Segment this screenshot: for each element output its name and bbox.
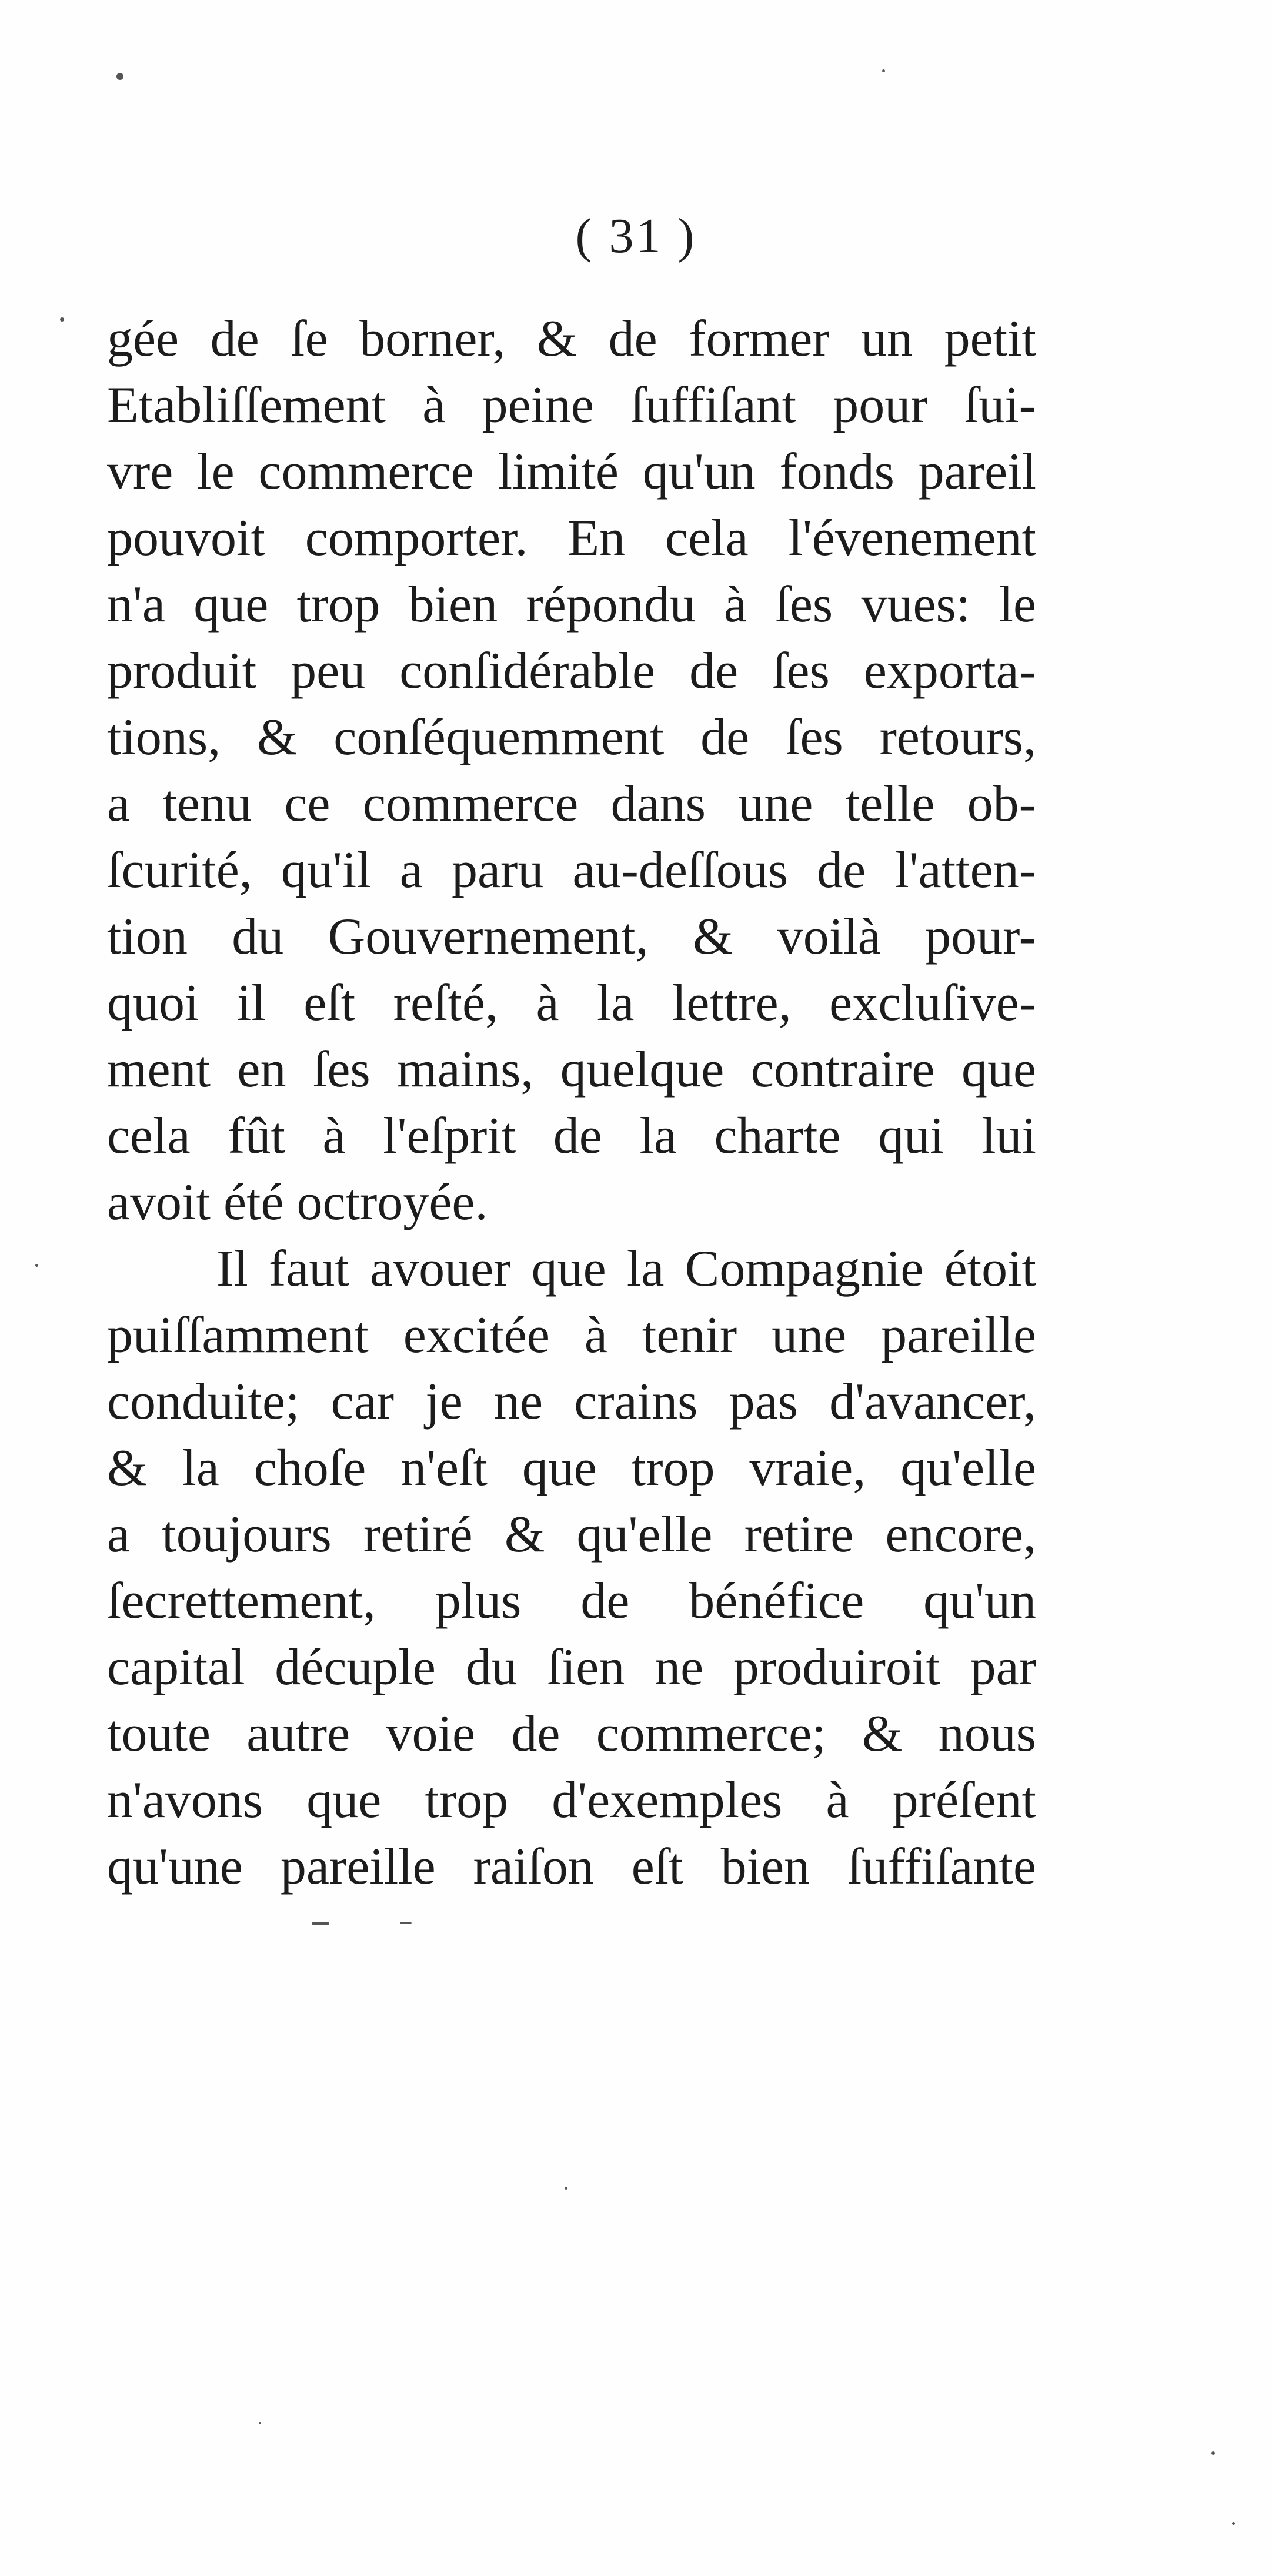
paper-speck (882, 69, 885, 72)
paper-speck (1232, 2522, 1235, 2525)
paper-speck (35, 1264, 38, 1267)
text-line: gée de ſe borner, & de former un petit (107, 310, 1036, 367)
text-line: tions, & conſéquemment de ſes retours, (107, 709, 1036, 766)
text-line: ment en ſes mains, quelque contraire que (107, 1041, 1036, 1098)
text-line: pouvoit comporter. En cela l'évenement (107, 510, 1036, 567)
text-line: toute autre voie de commerce; & nous (107, 1705, 1036, 1762)
paper-speck (259, 2422, 261, 2424)
text-line: ſecrettement, plus de bénéfice qu'un (107, 1573, 1036, 1630)
text-line: Il faut avouer que la Compagnie étoit (216, 1240, 1036, 1297)
text-line: Etabliſſement à peine ſuffiſant pour ſui- (107, 377, 1036, 434)
text-line: tion du Gouvernement, & voilà pour- (107, 908, 1036, 965)
text-line: ſcurité, qu'il a paru au-deſſous de l'atten- (107, 842, 1036, 899)
paper-speck (116, 73, 123, 80)
text-line: produit peu conſidérable de ſes exporta- (107, 643, 1036, 700)
paper-speck (312, 1922, 329, 1925)
text-line: a tenu ce commerce dans une telle ob- (107, 775, 1036, 832)
text-line: n'avons que trop d'exemples à préſent (107, 1772, 1036, 1829)
text-line: cela fût à l'eſprit de la charte qui lui (107, 1108, 1036, 1165)
paper-speck (1211, 2451, 1215, 2455)
body-text (107, 306, 1036, 1900)
text-line: a toujours retiré & qu'elle retire encore, (107, 1506, 1036, 1563)
text-line: vre le commerce limité qu'un fonds pareil (107, 443, 1036, 500)
text-line: conduite; car je ne crains pas d'avancer, (107, 1373, 1036, 1430)
paper-speck (400, 1922, 412, 1924)
paper-speck (565, 2187, 567, 2190)
paper-speck (60, 317, 64, 322)
text-line: capital décuple du ſien ne produiroit par (107, 1639, 1036, 1696)
text-line: n'a que trop bien répondu à ſes vues: le (107, 576, 1036, 633)
page-number: ( 31 ) (575, 209, 697, 263)
text-line: quoi il eſt reſté, à la lettre, excluſive- (107, 975, 1036, 1032)
text-line: puiſſamment excitée à tenir une pareille (107, 1307, 1036, 1364)
text-line: qu'une pareille raiſon eſt bien ſuffiſante (107, 1838, 1036, 1895)
text-line: & la choſe n'eſt que trop vraie, qu'elle (107, 1440, 1036, 1497)
text-line: avoit été octroyée. (107, 1174, 488, 1231)
